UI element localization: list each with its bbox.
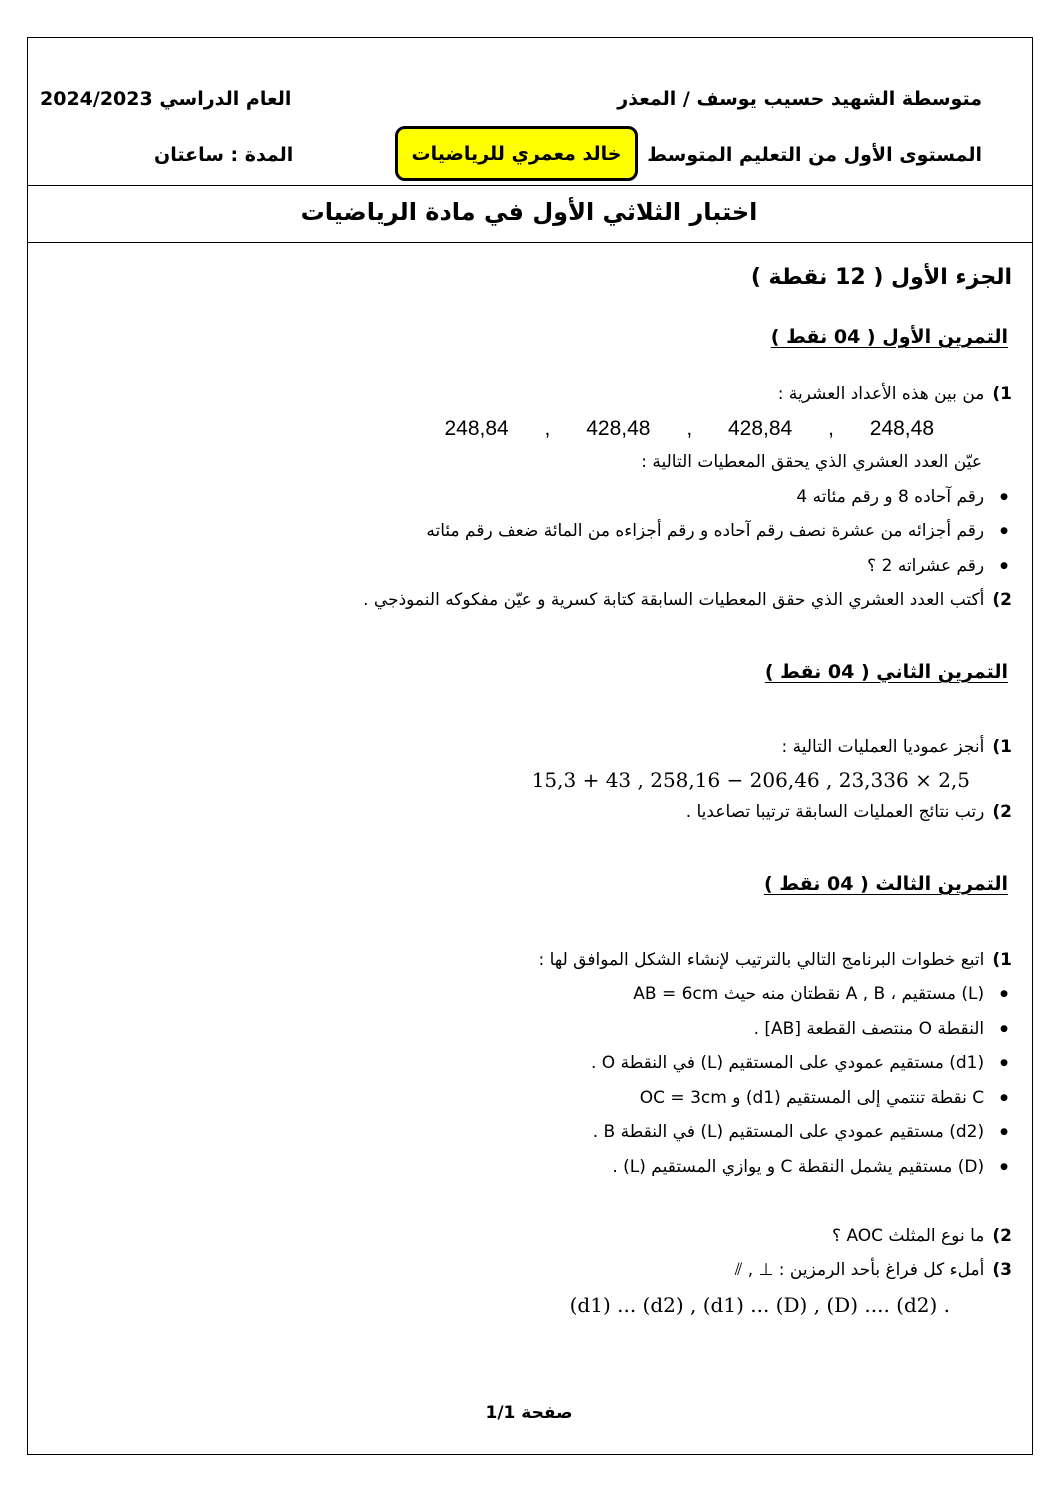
ex3-q2 <box>832 1226 1012 1246</box>
ex3-bullet: ● النقطة O منتصف القطعة [AB] . <box>754 1019 1008 1039</box>
ex1-q1 <box>778 384 1012 404</box>
ex2-q2-number: 2) <box>992 802 1012 822</box>
ex3-blanks: (d1) ... (d2) , (d1) ... (D) , (D) .... (d2) . <box>569 1293 950 1317</box>
ex2-q2-text: رتب نتائج العمليات السابقة ترتيبا تصاعديا . <box>685 802 985 822</box>
ex3-q2-text: ما نوع المثلث AOC ؟ <box>832 1226 985 1246</box>
ex3-q1-text: اتبع خطوات البرنامج التالي بالترتيب لإنشاء الشكل الموافق لها : <box>538 950 985 970</box>
ex1-title: التمرين الأول ( 04 نقط ) <box>770 326 1008 348</box>
ex3-q3-text: أملء كل فراغ بأحد الرمزين : ⊥ , ⫽ <box>734 1260 985 1280</box>
ex3-q3-number: 3) <box>992 1260 1012 1280</box>
ex1-number: 248,84 <box>444 417 509 440</box>
ex2-q1-number: 1) <box>992 737 1012 757</box>
ex1-separator: , <box>828 417 834 440</box>
ex1-bullet: ● رقم عشراته 2 ؟ <box>867 556 1008 576</box>
ex1-number-list <box>444 417 934 441</box>
ex3-bullet: ● (d2) مستقيم عمودي على المستقيم (L) في النقطة B . <box>593 1122 1008 1142</box>
ex3-q3 <box>735 1260 1012 1280</box>
part1-title: الجزء الأول ( 12 نقطة ) <box>750 265 1012 290</box>
ex1-instruction: عيّن العدد العشري الذي يحقق المعطيات التالية : <box>641 452 982 472</box>
ex1-q1-text: من بين هذه الأعداد العشرية : <box>777 384 985 404</box>
ex3-bullet: ● (L) مستقيم ، A , B نقطتان منه حيث AB = 6cm <box>633 984 1008 1004</box>
ex1-separator: , <box>686 417 693 440</box>
ex1-q2-text: أكتب العدد العشري الذي حقق المعطيات السابقة كتابة كسرية و عيّن مفكوكه النموذجي . <box>363 590 985 610</box>
title-divider <box>28 242 1032 243</box>
level: المستوى الأول من التعليم المتوسط <box>647 144 982 166</box>
ex1-number: 428,48 <box>586 417 651 440</box>
header-divider <box>28 185 1032 186</box>
ex2-q1-text: أنجز عموديا العمليات التالية : <box>781 737 985 757</box>
ex2-q1 <box>781 737 1012 757</box>
ex1-q1-number: 1) <box>992 384 1012 404</box>
ex2-q2 <box>686 802 1012 822</box>
ex2-title: التمرين الثاني ( 04 نقط ) <box>764 661 1008 683</box>
ex1-q2 <box>363 590 1012 610</box>
ex2-operations: 15,3 + 43 , 258,16 − 206,46 , 23,336 × 2,5 <box>531 768 970 792</box>
ex3-q2-number: 2) <box>992 1226 1012 1246</box>
school-year: العام الدراسي 2024/2023 <box>40 88 292 110</box>
ex3-q1-number: 1) <box>992 950 1012 970</box>
exam-title: اختبار الثلاثي الأول في مادة الرياضيات <box>300 198 758 226</box>
teacher-badge: خالد معمري للرياضيات <box>395 126 638 181</box>
page-footer: صفحة 1/1 <box>485 1403 573 1423</box>
ex1-number: 428,84 <box>728 417 793 440</box>
ex3-bullet: ● (D) مستقيم يشمل النقطة C و يوازي المستقيم (L) . <box>612 1157 1008 1177</box>
school-name: متوسطة الشهيد حسيب يوسف / المعذر <box>617 88 982 110</box>
ex3-bullet: ● C نقطة تنتمي إلى المستقيم (d1) و OC = 3cm <box>640 1088 1008 1108</box>
ex3-bullet: ● (d1) مستقيم عمودي على المستقيم (L) في النقطة O . <box>591 1053 1008 1073</box>
duration: المدة : ساعتان <box>154 144 294 166</box>
ex1-q2-number: 2) <box>992 590 1012 610</box>
ex3-title: التمرين الثالث ( 04 نقط ) <box>763 873 1008 895</box>
ex3-q1 <box>538 950 1012 970</box>
ex1-bullet: ● رقم أجزائه من عشرة نصف رقم آحاده و رقم أجزاءه من المائة ضعف رقم مئاته <box>426 521 1008 541</box>
ex1-number: 248,48 <box>869 417 934 440</box>
ex1-bullet: ● رقم آحاده 8 و رقم مئاته 4 <box>796 487 1008 507</box>
ex1-separator: , <box>544 417 551 440</box>
